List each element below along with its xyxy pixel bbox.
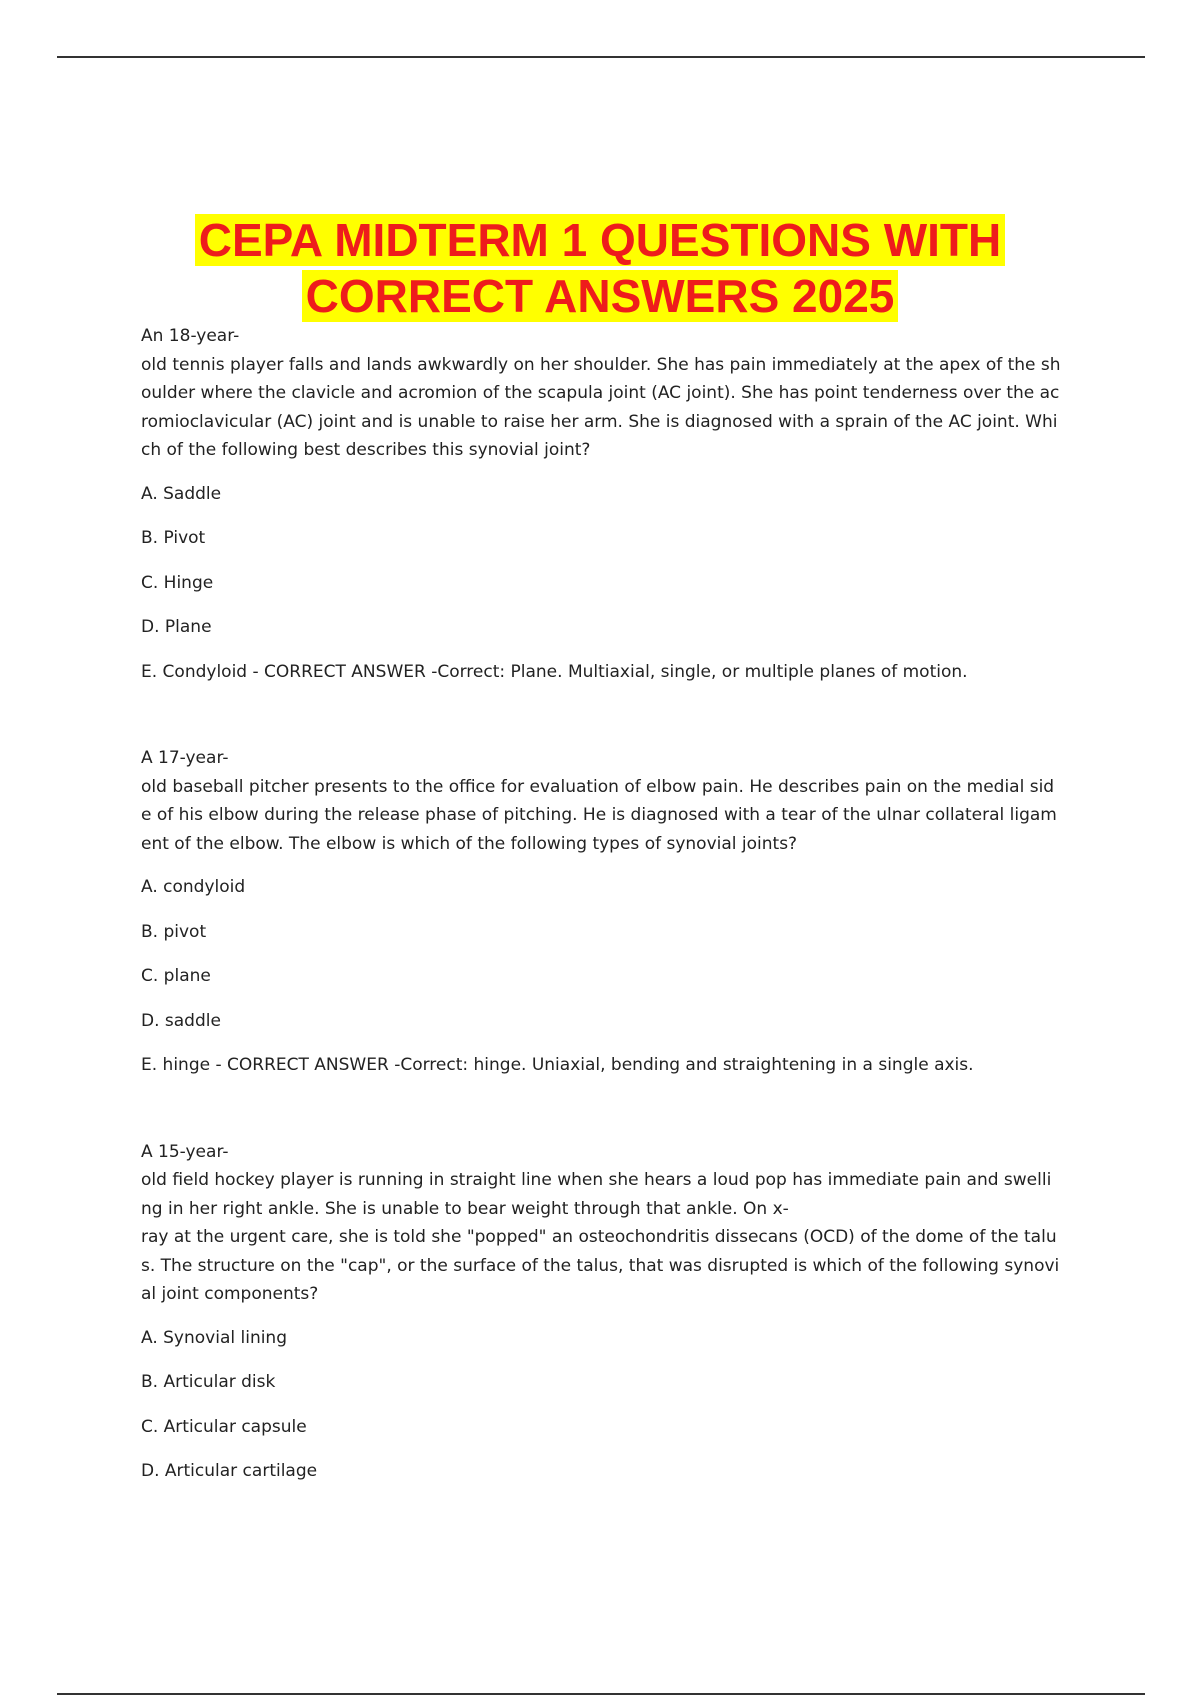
option-e-with-answer: E. hinge - CORRECT ANSWER -Correct: hinge. Uniaxial, bending and straightening in a single axis. bbox=[141, 1055, 974, 1075]
question-lead: A 17-year- bbox=[141, 748, 229, 768]
option-c: C. plane bbox=[141, 966, 211, 986]
option-b: B. Pivot bbox=[141, 528, 206, 548]
question-lead: A 15-year- bbox=[141, 1141, 229, 1162]
option-b: B. Articular disk bbox=[141, 1372, 276, 1392]
question-text-part-2: ray at the urgent care, she is told she "popped" an osteochondritis dissecans (OCD) of the dome of the talus. The structure on the "cap", or the surface of the talus, that was disrupted is which of the following synovial joint components? bbox=[141, 1227, 1060, 1304]
top-rule bbox=[57, 56, 1145, 58]
question-list bbox=[141, 322, 1061, 1486]
question-1 bbox=[141, 322, 1061, 686]
question-text: old tennis player falls and lands awkwardly on her shoulder. She has pain immediately at the apex of the shoulder where the clavicle and acromion of the scapula joint (AC joint). She has point tenderness over the acromioclavicular (AC) joint and is unable to raise her arm. She is diagnosed with a sprain of the AC joint. Which of the following best describes this synovial joint? bbox=[141, 354, 1061, 460]
option-b: B. pivot bbox=[141, 921, 207, 942]
option-a: A. Saddle bbox=[141, 483, 222, 504]
question-lead: An 18-year- bbox=[141, 326, 240, 346]
option-c: C. Articular capsule bbox=[141, 1416, 307, 1437]
document-title bbox=[0, 212, 1200, 324]
question-2 bbox=[141, 744, 1061, 1080]
question-text-part-1: old field hockey player is running in straight line when she hears a loud pop has immediate pain and swelling in her right ankle. She is unable to bear weight through that ankle. On x- bbox=[141, 1170, 1052, 1219]
bottom-rule bbox=[57, 1693, 1145, 1695]
option-d: D. saddle bbox=[141, 1010, 221, 1031]
option-a: A. Synovial lining bbox=[141, 1327, 288, 1348]
option-a: A. condyloid bbox=[141, 877, 246, 897]
option-d: D. Articular cartilage bbox=[141, 1461, 318, 1481]
question-text: old baseball pitcher presents to the office for evaluation of elbow pain. He describes pain on the medial side of his elbow during the release phase of pitching. He is diagnosed with a tear of the ulnar collateral ligament of the elbow. The elbow is which of the following types of synovial joints? bbox=[141, 776, 1057, 854]
question-3 bbox=[141, 1138, 1061, 1486]
title-line-1: CEPA MIDTERM 1 QUESTIONS WITH bbox=[195, 214, 1005, 266]
title-line-2: CORRECT ANSWERS 2025 bbox=[302, 270, 899, 322]
option-e-with-answer: E. Condyloid - CORRECT ANSWER -Correct: Plane. Multiaxial, single, or multiple planes of motion. bbox=[141, 661, 968, 682]
option-c: C. Hinge bbox=[141, 572, 214, 593]
option-d: D. Plane bbox=[141, 617, 212, 637]
